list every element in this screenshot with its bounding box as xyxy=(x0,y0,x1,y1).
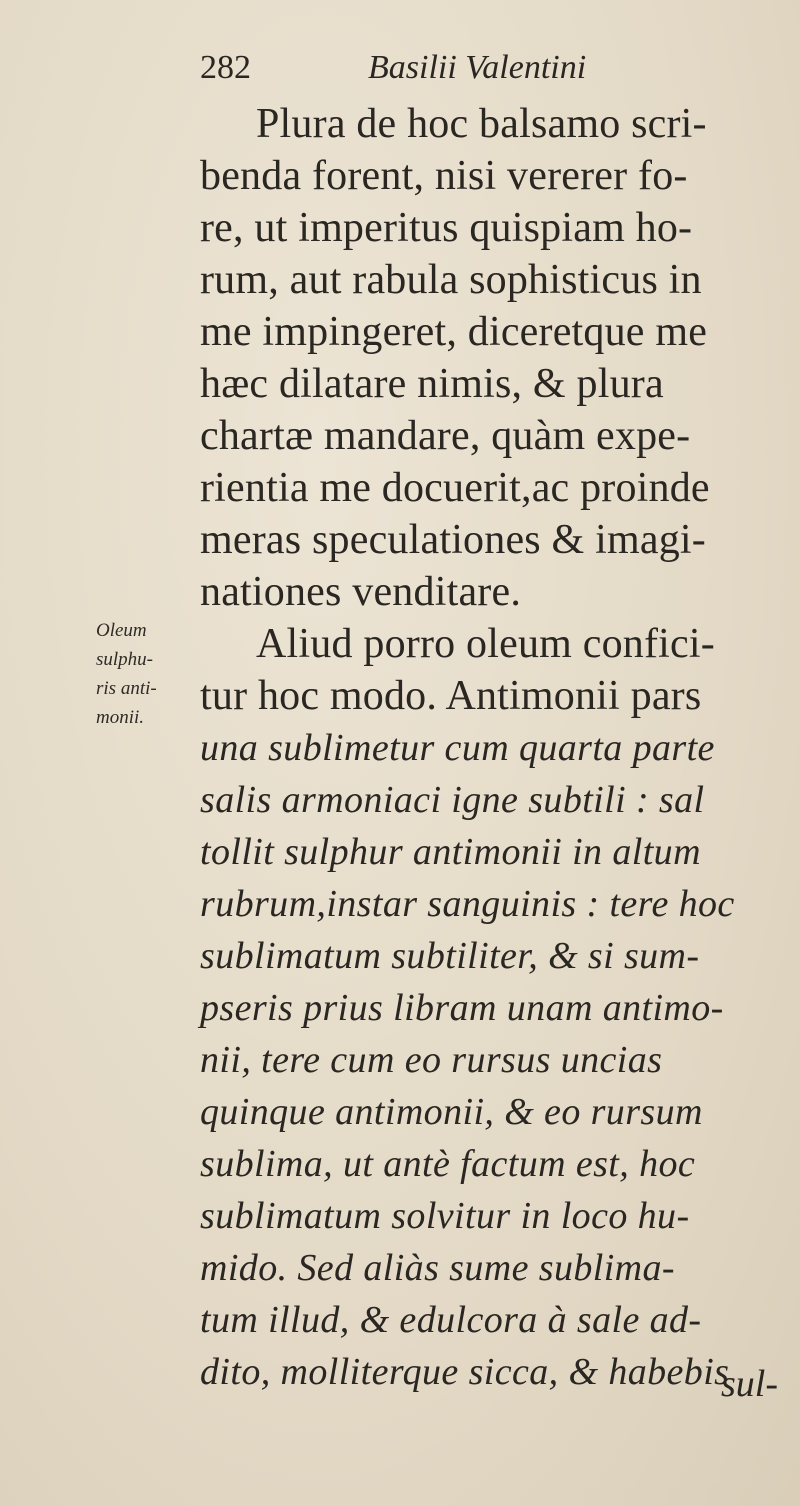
text-line: tum illud, & edulcora à sale ad- xyxy=(200,1299,702,1341)
page-number: 282 xyxy=(200,49,251,86)
text-line: dito, molliterque sicca, & habebis xyxy=(200,1351,730,1393)
catchword: sul- xyxy=(721,1363,778,1405)
text-line: salis armoniaci igne subtili : sal xyxy=(200,779,705,821)
text-line: Aliud porro oleum confici- xyxy=(256,621,715,667)
text-line: sublimatum subtiliter, & si sum- xyxy=(200,935,700,977)
text-line: tur hoc modo. Antimonii pars xyxy=(200,673,702,719)
marginal-note-line: Oleum xyxy=(96,620,147,641)
text-line: re, ut imperitus quispiam ho- xyxy=(200,205,693,251)
text-line: Plura de hoc balsamo scri- xyxy=(256,101,707,147)
text-line: sublima, ut antè factum est, hoc xyxy=(200,1143,696,1185)
text-line: quinque antimonii, & eo rursum xyxy=(200,1091,703,1133)
page-header xyxy=(200,40,760,96)
text-line: nationes venditare. xyxy=(200,569,522,615)
text-line: rubrum,instar sanguinis : tere hoc xyxy=(200,883,735,925)
text-line: mido. Sed aliàs sume sublima- xyxy=(200,1247,675,1289)
text-line: chartæ mandare, quàm expe- xyxy=(200,413,691,459)
text-line: pseris prius libram unam antimo- xyxy=(200,987,724,1029)
marginal-note-line: monii. xyxy=(96,707,145,728)
text-line: rientia me docuerit,ac proinde xyxy=(200,465,710,511)
marginal-note-line: ris anti- xyxy=(96,678,157,699)
text-line: sublimatum solvitur in loco hu- xyxy=(200,1195,690,1237)
text-line: tollit sulphur antimonii in altum xyxy=(200,831,701,873)
text-line: me impingeret, diceretque me xyxy=(200,309,708,355)
text-line: benda forent, nisi vererer fo- xyxy=(200,153,688,199)
text-line: nii, tere cum eo rursus uncias xyxy=(200,1039,663,1081)
text-line: una sublimetur cum quarta parte xyxy=(200,727,715,769)
text-line: rum, aut rabula sophisticus in xyxy=(200,257,702,303)
marginal-note-line: sulphu- xyxy=(96,649,153,670)
text-line: meras speculationes & imagi- xyxy=(200,517,706,563)
marginal-note xyxy=(96,616,202,732)
running-title: Basilii Valentini xyxy=(368,49,587,86)
text-line: hæc dilatare nimis, & plura xyxy=(200,361,664,407)
